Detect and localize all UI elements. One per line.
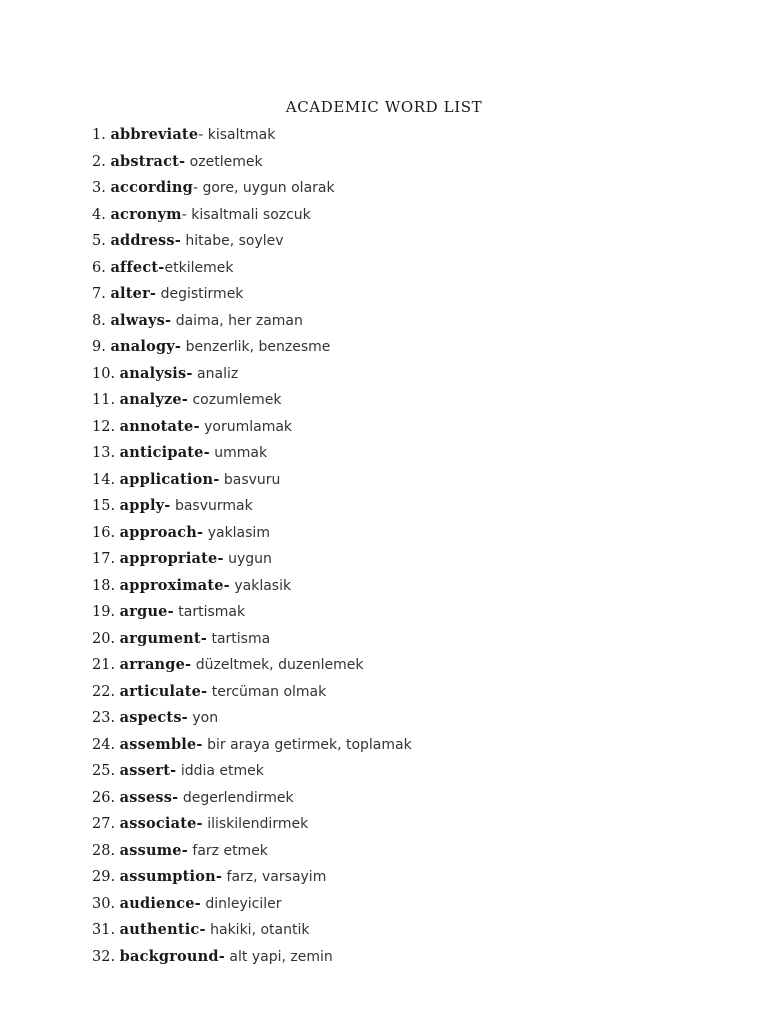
entry-meaning: alt yapi, zemin [224,948,333,965]
entry-number: 13. [92,445,116,461]
entry-meaning: yon [187,710,219,726]
entry-meaning: iliskilendirmek [202,816,309,832]
entry-number: 14. [92,471,116,488]
list-item [92,336,412,363]
entry-number: 25. [92,763,116,779]
entry-meaning: - kisaltmali sozcuk [181,206,311,223]
list-item [92,946,412,973]
entry-term: apply- [119,497,171,514]
entry-number: 23. [92,710,116,726]
list-item [92,760,412,787]
list-item [92,124,412,151]
entry-number: 20. [92,630,116,647]
entry-term: analogy- [110,338,182,355]
entry-meaning: hitabe, soylev [180,233,284,249]
entry-number: 10. [92,365,116,382]
entry-number: 7. [92,286,106,302]
entry-number: 24. [92,736,116,753]
list-item [92,548,412,575]
list-item [92,283,412,310]
entry-number: 6. [92,259,106,276]
list-item [92,575,412,602]
document-title: ACADEMIC WORD LIST [285,98,483,116]
entry-term: anticipate- [119,444,210,461]
entry-term: authentic- [119,921,206,938]
entry-term: affect- [110,258,165,276]
entry-term: appropriate- [119,550,224,567]
entry-meaning: benzerlik, benzesme [181,339,331,355]
entry-meaning: ozetlemek [185,153,263,170]
entry-term: background- [119,947,225,965]
entry-number: 9. [92,339,106,355]
entry-meaning: - gore, uygun olarak [192,180,335,196]
entry-meaning: cozumlemek [188,392,282,408]
list-item [92,840,412,867]
entry-meaning: basvurmak [170,498,253,514]
entry-meaning: degerlendirmek [178,789,294,806]
entry-number: 31. [92,922,116,938]
entry-term: abstract- [110,152,186,170]
entry-term: assemble- [119,735,203,753]
entry-term: articulate- [119,682,208,700]
entry-term: analyze- [119,391,189,408]
word-list [92,124,412,972]
entry-term: annotate- [119,417,200,435]
list-item [92,813,412,840]
list-item [92,177,412,204]
entry-term: approach- [119,523,204,541]
entry-number: 15. [92,498,116,514]
entry-number: 8. [92,312,106,329]
entry-meaning: analiz [192,365,239,382]
entry-term: assert- [119,762,177,779]
entry-meaning: - kisaltmak [198,127,276,143]
list-item [92,363,412,390]
entry-term: assumption- [119,868,223,885]
entry-number: 18. [92,577,116,594]
list-item [92,389,412,416]
entry-meaning: hakiki, otantik [205,922,310,938]
entry-number: 30. [92,895,116,912]
entry-term: aspects- [119,709,188,726]
list-item [92,787,412,814]
entry-term: alter- [110,285,157,302]
list-item [92,734,412,761]
list-item [92,893,412,920]
entry-number: 16. [92,524,116,541]
entry-meaning: farz etmek [187,842,268,859]
list-item [92,654,412,681]
entry-term: argue- [119,603,174,620]
entry-meaning: ummak [209,445,268,461]
entry-term: assume- [119,841,188,859]
entry-number: 29. [92,869,116,885]
entry-term: analysis- [119,364,193,382]
entry-meaning: daima, her zaman [171,312,303,329]
list-item [92,522,412,549]
entry-meaning: yaklasim [203,524,270,541]
entry-term: arrange- [119,656,192,673]
entry-number: 26. [92,789,116,806]
entry-term: assess- [119,788,179,806]
list-item [92,204,412,231]
list-item [92,628,412,655]
entry-term: address- [110,232,181,249]
entry-meaning: düzeltmek, duzenlemek [191,657,364,673]
entry-meaning: yorumlamak [199,418,293,435]
list-item [92,469,412,496]
list-item [92,866,412,893]
entry-term: abbreviate [110,126,199,143]
entry-number: 4. [92,206,106,223]
list-item [92,442,412,469]
list-item [92,601,412,628]
list-item [92,310,412,337]
entry-meaning: tartisma [207,630,271,647]
entry-term: associate- [119,815,203,832]
entry-meaning: basvuru [219,471,281,488]
entry-number: 17. [92,551,116,567]
entry-meaning: degistirmek [156,286,244,302]
list-item [92,257,412,284]
entry-term: audience- [119,894,201,912]
entry-meaning: yaklasik [229,577,292,594]
list-item [92,151,412,178]
entry-number: 1. [92,127,106,143]
entry-number: 19. [92,604,116,620]
entry-term: acronym [110,205,182,223]
entry-number: 3. [92,180,106,196]
entry-meaning: farz, varsayim [222,869,327,885]
list-item [92,416,412,443]
entry-number: 11. [92,392,116,408]
entry-number: 5. [92,233,106,249]
entry-meaning: tercüman olmak [207,683,327,700]
entry-meaning: dinleyiciler [200,895,282,912]
list-item [92,707,412,734]
entry-number: 28. [92,842,116,859]
entry-meaning: tartismak [173,604,246,620]
entry-number: 22. [92,683,116,700]
entry-number: 2. [92,153,106,170]
list-item [92,230,412,257]
entry-term: approximate- [119,576,230,594]
entry-number: 27. [92,816,116,832]
entry-term: according [110,179,193,196]
entry-meaning: uygun [223,551,272,567]
entry-meaning: etkilemek [164,259,234,276]
list-item [92,919,412,946]
entry-term: always- [110,311,172,329]
list-item [92,681,412,708]
entry-number: 32. [92,948,116,965]
entry-meaning: bir araya getirmek, toplamak [202,736,412,753]
list-item [92,495,412,522]
entry-term: application- [119,470,220,488]
entry-term: argument- [119,629,208,647]
entry-number: 12. [92,418,116,435]
entry-meaning: iddia etmek [176,763,264,779]
entry-number: 21. [92,657,116,673]
